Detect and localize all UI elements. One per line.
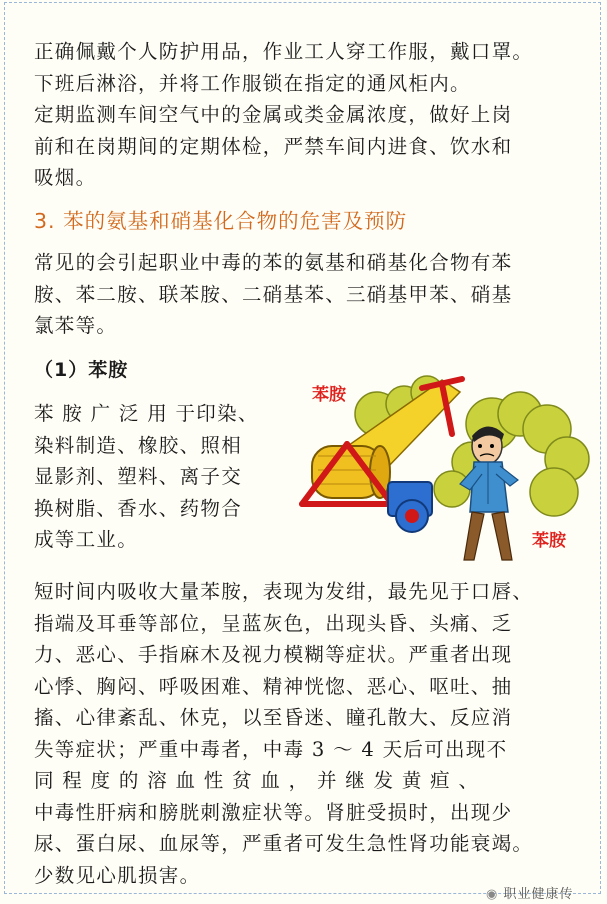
text-line: 前和在岗期间的定期体检，严禁车间内进食、饮水和 — [34, 134, 513, 158]
wechat-icon: ◉ — [486, 887, 499, 902]
text-line: 搐、心律紊乱、休克，以至昏迷、瞳孔散大、反应消 — [34, 706, 513, 729]
text-line: 换树脂、香水、药物合 — [34, 496, 243, 520]
watermark-text: 职业健康传 — [503, 887, 574, 902]
text-line: 成等工业。 — [34, 528, 139, 551]
text-line: 心悸、胸闷、呼吸困难、精神恍惚、恶心、呕吐、抽 — [34, 674, 513, 698]
text-line: 苯 胺 广 泛 用 于印染、 — [34, 402, 259, 425]
text-line: 中毒性肝病和膀胱刺激症状等。肾脏受损时，出现少 — [34, 800, 513, 824]
text-line: 染料制造、橡胶、照相 — [34, 433, 243, 457]
text-line: 下班后淋浴，并将工作服锁在指定的通风柜内。 — [34, 71, 471, 95]
illustration-label-top: 苯胺 — [312, 385, 346, 405]
text-line: 胺、苯二胺、联苯胺、二硝基苯、三硝基甲苯、硝基 — [34, 282, 513, 306]
text-line: 常见的会引起职业中毒的苯的氨基和硝基化合物有苯 — [34, 251, 513, 274]
section-heading: 3. 苯的氨基和硝基化合物的危害及预防 — [34, 209, 408, 233]
illustration-label-bottom: 苯胺 — [532, 531, 566, 551]
text-line: 力、恶心、手指麻木及视力模糊等症状。严重者出现 — [34, 643, 513, 666]
text-line: 显影剂、塑料、离子交 — [34, 465, 243, 488]
text-line: 同 程 度 的 溶 血 性 贫 血 ， 并 继 发 黄 疸 、 — [34, 769, 480, 792]
text-line: 失等症状；严重中毒者，中毒 3 ～ 4 天后可出现不 — [34, 737, 508, 761]
text-line: 正确佩戴个人防护用品，作业工人穿工作服，戴口罩。 — [34, 40, 534, 63]
text-line: 指端及耳垂等部位，呈蓝灰色，出现头昏、头痛、乏 — [34, 611, 513, 635]
intro-paragraph — [34, 36, 533, 194]
usage-paragraph — [34, 398, 259, 556]
text-line: 吸烟。 — [34, 166, 97, 189]
text-line: 氯苯等。 — [34, 314, 118, 337]
text-line: 尿、蛋白尿、血尿等，严重者可发生急性肾功能衰竭。 — [34, 832, 534, 855]
section-paragraph — [34, 247, 512, 342]
watermark — [486, 883, 574, 902]
text-line: 短时间内吸收大量苯胺，表现为发绀，最先见于口唇、 — [34, 580, 534, 603]
text-line: 定期监测车间空气中的金属或类金属浓度，做好上岗 — [34, 103, 513, 126]
text-line: 少数见心肌损害。 — [34, 863, 201, 887]
subheading-aniline: （1）苯胺 — [34, 359, 129, 381]
symptom-paragraph — [34, 576, 533, 891]
aniline-illustration — [292, 374, 594, 566]
